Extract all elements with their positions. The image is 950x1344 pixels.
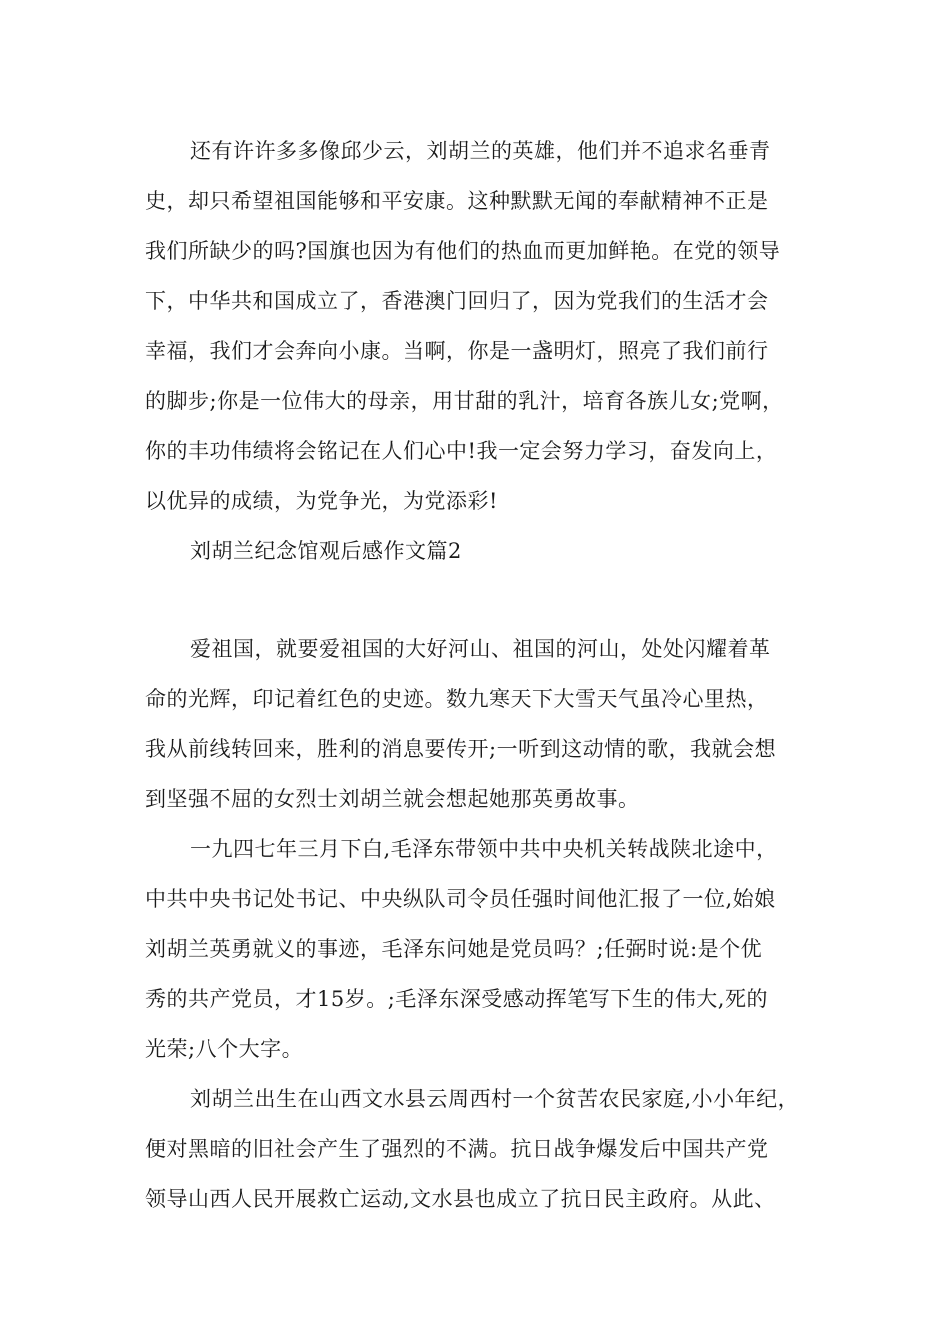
paragraph-line: 便对黑暗的旧社会产生了强烈的不满。抗日战争爆发后中国共产党 (145, 1137, 769, 1161)
paragraph-line: 我从前线转回来，胜利的消息要传开;一听到这动情的歌，我就会想 (145, 737, 777, 761)
section-heading: 刘胡兰纪念馆观后感作文篇2 (190, 539, 462, 563)
paragraph-line: 下，中华共和国成立了，香港澳门回归了，因为党我们的生活才会 (145, 289, 769, 313)
paragraph-line: 秀的共产党员，才15岁。;毛泽东深受感动挥笔写下生的伟大,死的 (145, 987, 768, 1011)
paragraph-line: 幸福，我们才会奔向小康。当啊，你是一盏明灯，照亮了我们前行 (145, 339, 769, 363)
paragraph-line: 光荣;八个大字。 (145, 1037, 304, 1061)
paragraph-line: 刘胡兰英勇就义的事迹，毛泽东问她是党员吗？;任弼时说:是个优 (145, 937, 763, 961)
paragraph-line: 一九四七年三月下白,毛泽东带领中共中央机关转战陕北途中， (190, 837, 778, 861)
paragraph-line: 你的丰功伟绩将会铭记在人们心中!我一定会努力学习，奋发向上， (145, 439, 778, 463)
paragraph-line: 领导山西人民开展救亡运动,文水县也成立了抗日民主政府。从此、 (145, 1187, 776, 1211)
paragraph-line: 还有许许多多像邱少云，刘胡兰的英雄，他们并不追求名垂青 (190, 139, 771, 163)
paragraph-line: 史，却只希望祖国能够和平安康。这种默默无闻的奉献精神不正是 (145, 189, 769, 213)
paragraph-line: 爱祖国，就要爱祖国的大好河山、祖国的河山，处处闪耀着革 (190, 637, 771, 661)
paragraph-line: 我们所缺少的吗?国旗也因为有他们的热血而更加鲜艳。在党的领导 (145, 239, 781, 263)
paragraph-line: 刘胡兰出生在山西文水县云周西村一个贫苦农民家庭,小小年纪， (190, 1087, 800, 1111)
paragraph-line: 以优异的成绩，为党争光，为党添彩! (145, 489, 498, 513)
paragraph-line: 命的光辉，印记着红色的史迹。数九寒天下大雪天气虽冷心里热， (145, 687, 769, 711)
paragraph-line: 到坚强不屈的女烈士刘胡兰就会想起她那英勇故事。 (145, 787, 640, 811)
paragraph-line: 中共中央书记处书记、中央纵队司令员任强时间他汇报了一位,始娘 (145, 887, 776, 911)
paragraph-line: 的脚步;你是一位伟大的母亲，用甘甜的乳汁，培育各族儿女;党啊， (145, 389, 784, 413)
